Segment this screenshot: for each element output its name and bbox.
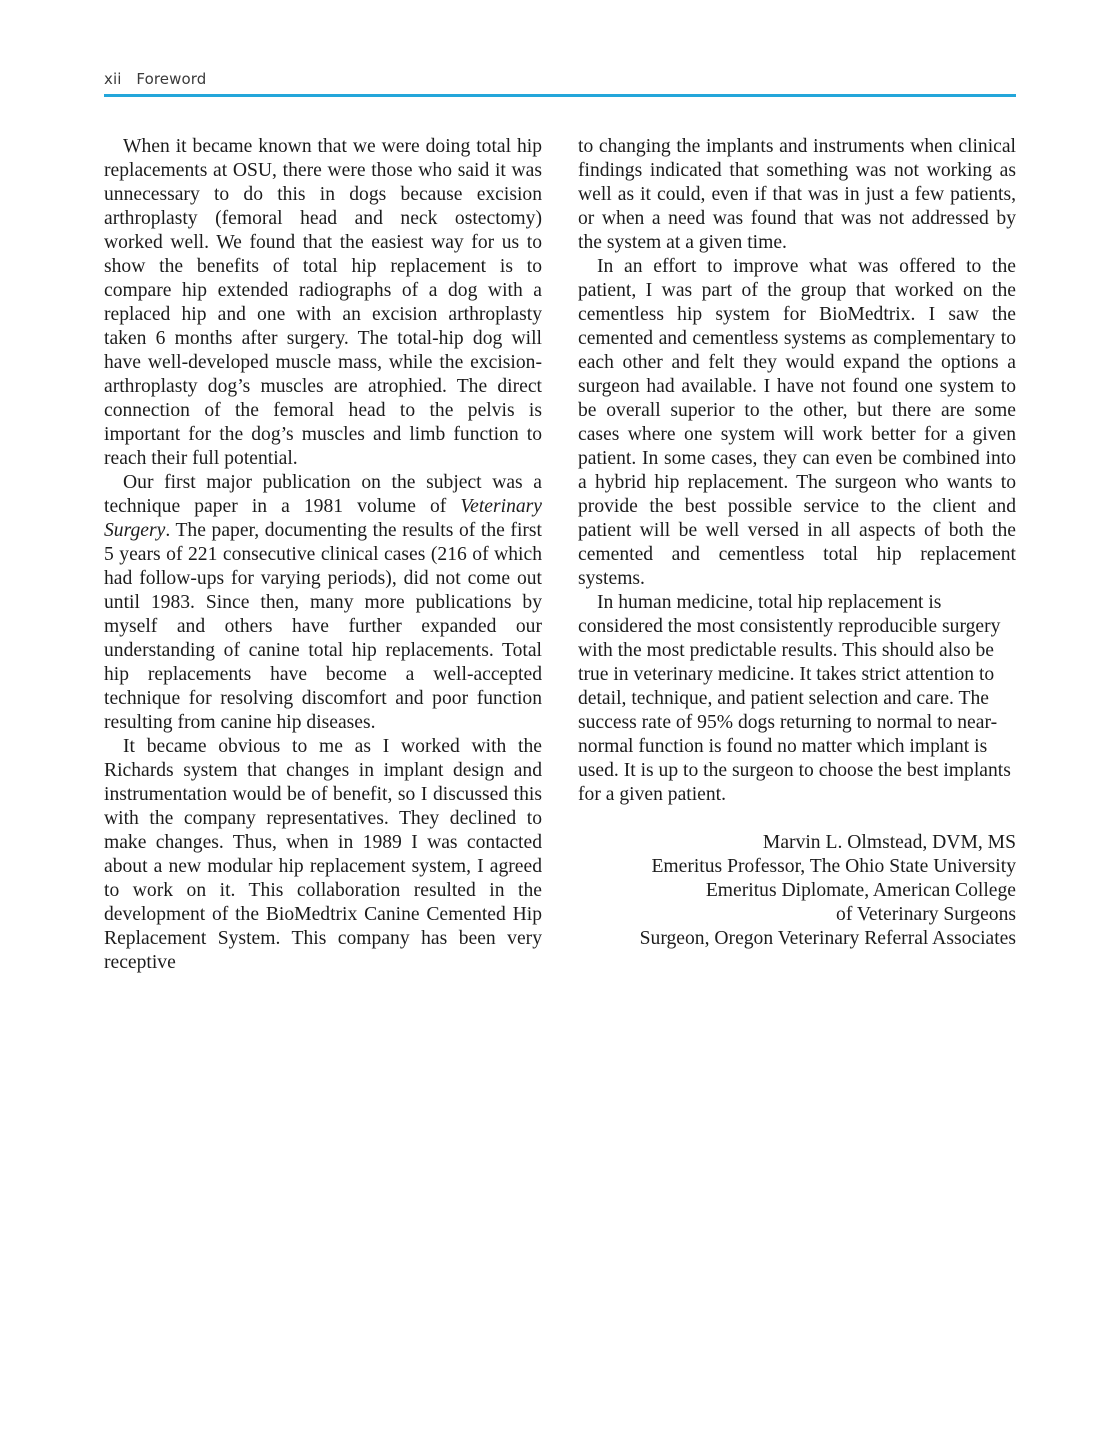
author-title-1: Emeritus Professor, The Ohio State University <box>651 856 1016 877</box>
paragraph-5: In human medicine, total hip replacement is considered the most consistently reproducible surgery with the most predictable results. This should also be true in veterinary medicine. It takes strict attention to detail, technique, and patient selection and care. The success rate of 95% dogs returning to normal to near-normal function is found no matter which implant is used. It is up to the surgeon to choose the best implants for a given patient. <box>578 592 1011 805</box>
paragraph-1: When it became known that we were doing total hip replacements at OSU, there were those who said it was unnecessary to do this in dogs because excision arthroplasty (femoral head and neck ostectomy) worked well. We found that the easiest way for us to show the benefits of total hip replacement is to compare hip extended radiographs of a dog with a replaced hip and one with an excision arthroplasty taken 6 months after surgery. The total-hip dog will have well-developed muscle mass, while the excision-arthroplasty dog’s muscles are atrophied. The direct connection of the femoral head to the pelvis is important for the dog’s muscles and limb function to reach their full potential. <box>104 136 542 469</box>
left-column <box>104 135 542 975</box>
paragraph-4: In an effort to improve what was offered to the patient, I was part of the group that worked on the cementless hip system for BioMedtrix. I saw the cemented and cementless systems as complementary to each other and felt they would expand the options a surgeon had available. I have not found one system to be overall superior to the other, but there are some cases where one system will work better for a given patient. In some cases, they can even be combined into a hybrid hip replacement. The surgeon who wants to provide the best possible service to the client and patient will be well versed in all aspects of both the cemented and cementless total hip replacement systems. <box>578 256 1016 589</box>
author-title-4: Surgeon, Oregon Veterinary Referral Associates <box>639 928 1016 949</box>
header-rule <box>104 94 1016 97</box>
section-title: Foreword <box>136 70 207 88</box>
paragraph-3: It became obvious to me as I worked with the Richards system that changes in implant design and instrumentation would be of benefit, so I discussed this with the company representatives. They declined to make changes. Thus, when in 1989 I was contacted about a new modular hip replacement system, I agreed to work on it. This collaboration resulted in the development of the BioMedtrix Canine Cemented Hip Replacement System. This company has been very receptive <box>104 736 542 973</box>
page-number: xii <box>104 70 122 88</box>
running-header <box>104 70 1016 88</box>
right-column <box>578 135 1016 951</box>
author-name: Marvin L. Olmstead, DVM, MS <box>762 832 1016 853</box>
paragraph-2 <box>104 471 542 735</box>
paragraph-2-end: . The paper, documenting the results of the first 5 years of 221 consecutive clinical cases (216 of which had follow-ups for varying periods), did not come out until 1983. Since then, many more publications by myself and others have further expanded our understanding of canine total hip replacements. Total hip replacements have become a well-accepted technique for resolving discomfort and poor function resulting from canine hip diseases. <box>104 520 542 733</box>
signature-block <box>578 831 1016 951</box>
paragraph-3-continued: to changing the implants and instruments when clinical findings indicated that something was not working as well as it could, even if that was in just a few patients, or when a need was found that was not addressed by the system at a given time. <box>578 136 1016 253</box>
journal-title: Veterinary Surgery <box>104 496 542 541</box>
paragraph-2-start: Our first major publication on the subject was a technique paper in a 1981 volume of <box>104 472 542 517</box>
author-title-3: of Veterinary Surgeons <box>836 904 1016 925</box>
author-title-2: Emeritus Diplomate, American College <box>705 880 1016 901</box>
